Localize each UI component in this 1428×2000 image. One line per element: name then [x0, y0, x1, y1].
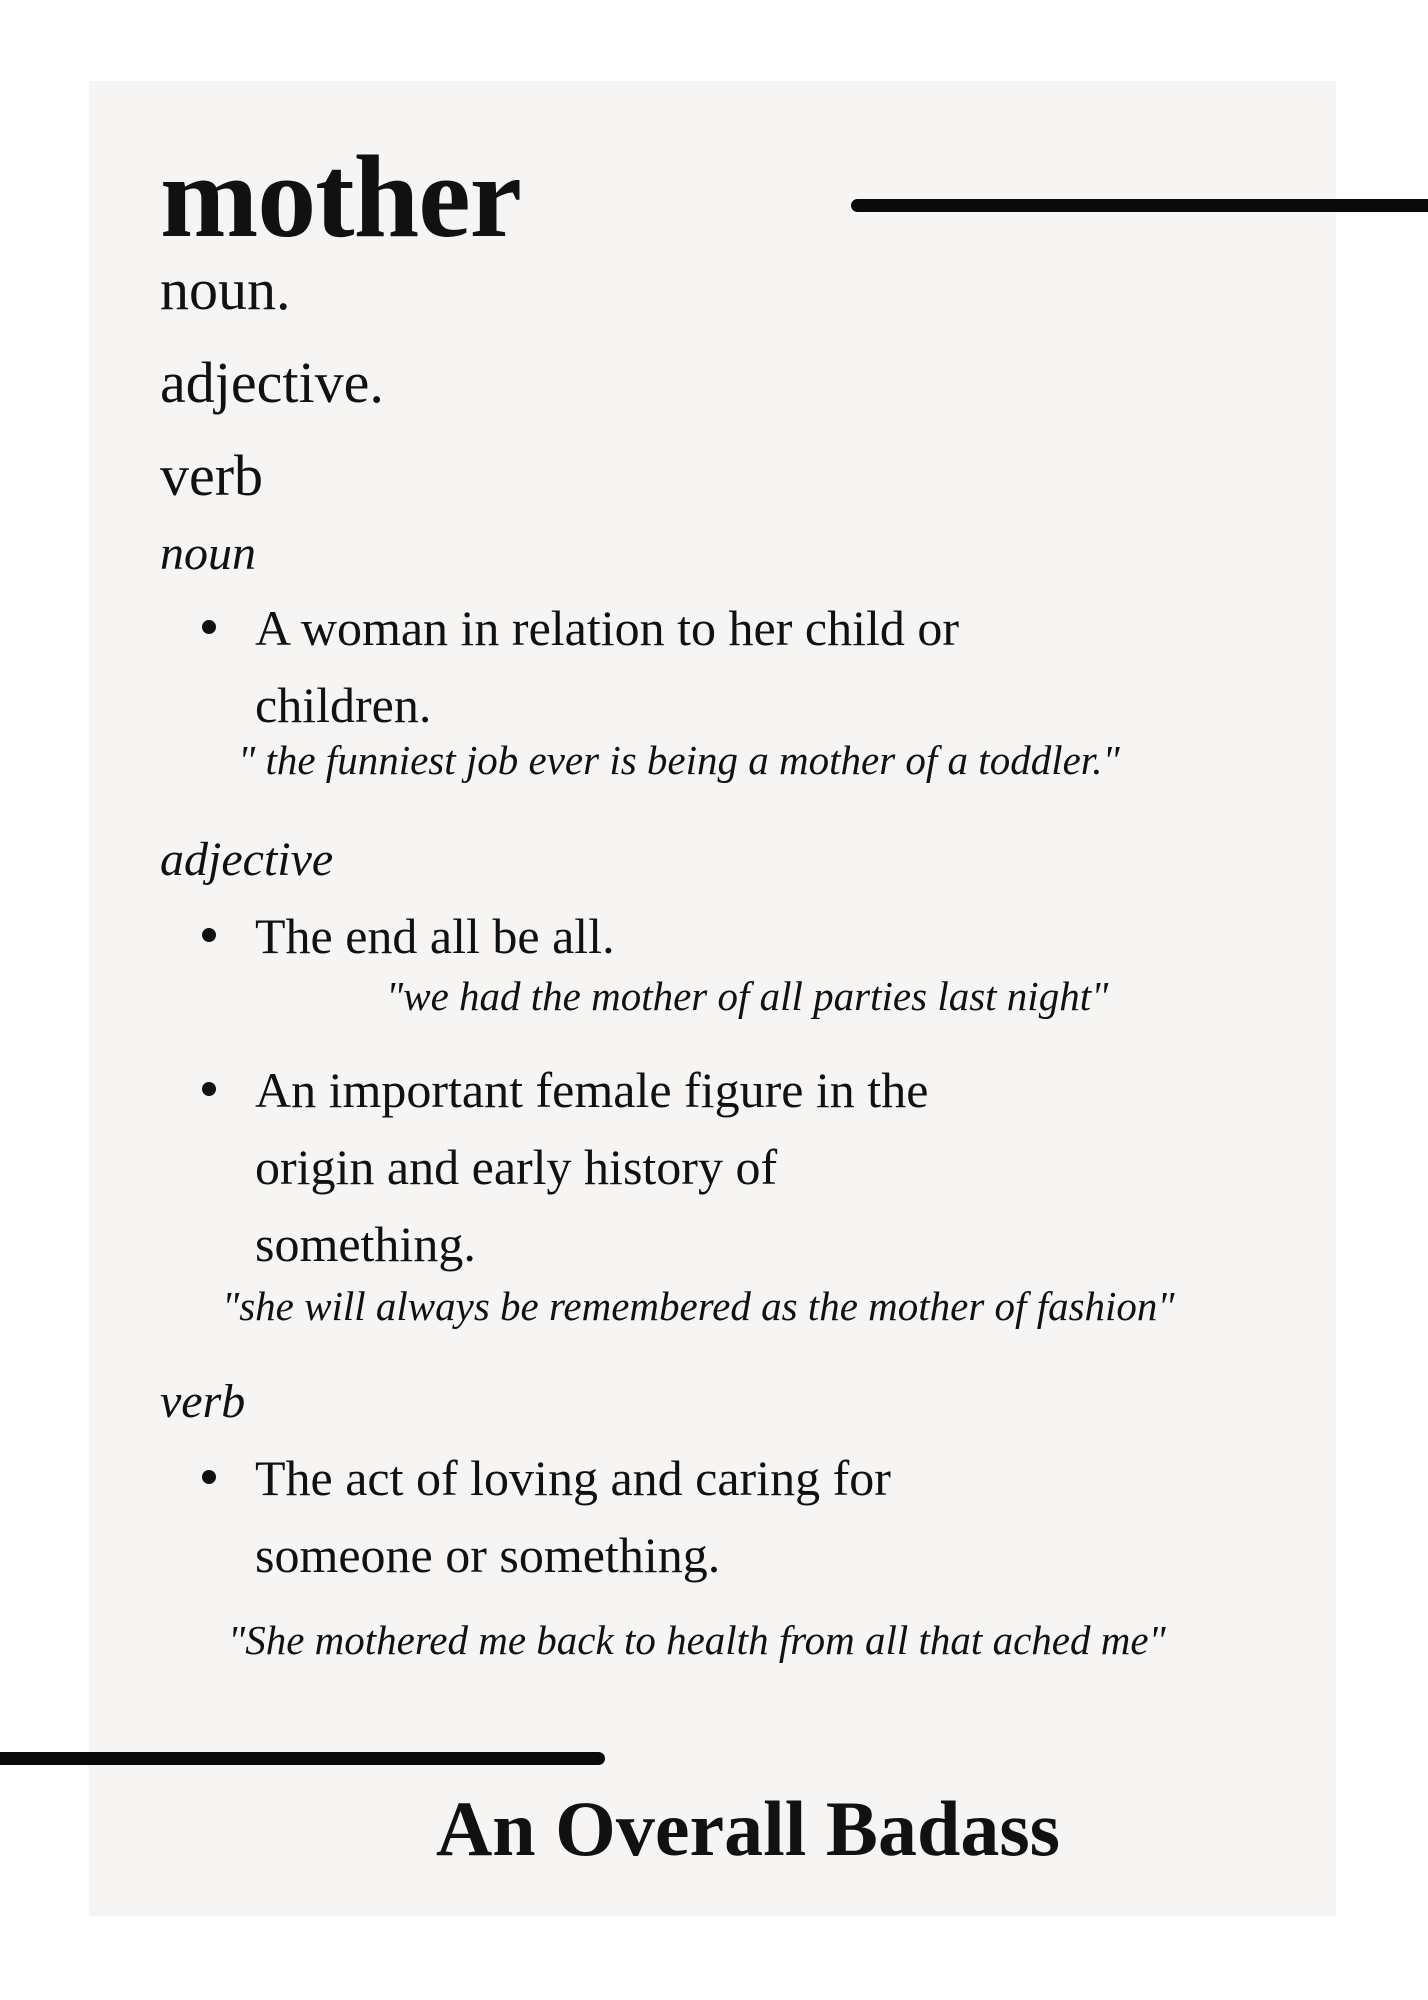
definition-line: origin and early history of — [255, 1139, 778, 1195]
pos-adjective: adjective. — [160, 350, 384, 415]
pos-noun: noun. — [160, 257, 291, 322]
definition-line: An important female figure in the — [255, 1062, 929, 1118]
definition-line: The act of loving and caring for — [255, 1450, 891, 1506]
bullet-icon — [202, 620, 216, 634]
definition-verb-1 — [255, 1440, 891, 1594]
parts-of-speech-list — [160, 257, 384, 540]
headword: mother — [160, 131, 521, 262]
bullet-icon — [202, 1082, 216, 1096]
example-verb-1: "She mothered me back to health from all that ached me" — [228, 1617, 1166, 1663]
definition-line: The end all be all. — [255, 908, 615, 964]
definition-adjective-2 — [255, 1052, 928, 1283]
bullet-icon — [202, 928, 216, 942]
definition-line: children. — [255, 677, 432, 733]
bottom-decorative-rule — [0, 1752, 605, 1765]
pos-verb: verb — [160, 443, 264, 508]
section-label-noun: noun — [160, 527, 256, 580]
definition-line: A woman in relation to her child or — [255, 600, 960, 656]
example-noun-1: " the funniest job ever is being a mother of a toddler." — [238, 737, 1120, 783]
bullet-icon — [202, 1470, 216, 1484]
example-adjective-2: "she will always be remembered as the mother of fashion" — [222, 1283, 1175, 1329]
tagline: An Overall Badass — [435, 1785, 1061, 1872]
definition-line: someone or something. — [255, 1527, 721, 1583]
definition-noun-1 — [255, 590, 959, 744]
example-adjective-1: "we had the mother of all parties last night" — [386, 973, 1109, 1019]
top-decorative-rule — [851, 199, 1428, 212]
definition-adjective-1 — [255, 898, 615, 975]
definition-line: something. — [255, 1216, 476, 1272]
section-label-verb: verb — [160, 1375, 246, 1428]
section-label-adjective: adjective — [160, 833, 334, 886]
